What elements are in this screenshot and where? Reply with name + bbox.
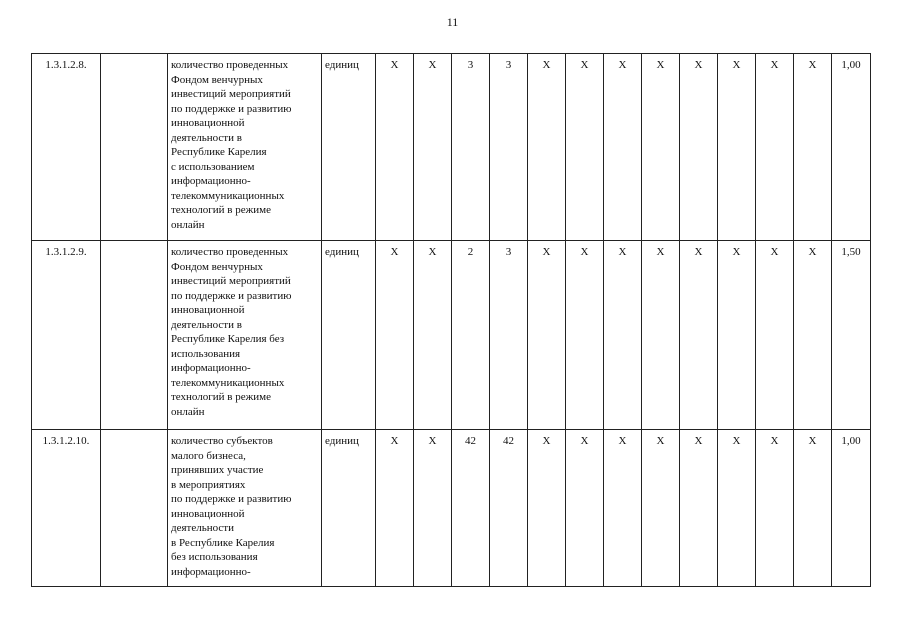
value-cell: 3	[490, 54, 528, 241]
value-cell: 42	[490, 430, 528, 587]
indicator-name-line: в мероприятиях	[171, 478, 246, 491]
value-cell: 2	[452, 241, 490, 430]
indicator-name-line: Фондом венчурных	[171, 260, 263, 273]
value-cell: Х	[566, 54, 604, 241]
indicator-name-line: инновационной	[171, 507, 245, 520]
value-cell: 3	[490, 241, 528, 430]
indicator-name-line: информационно-	[171, 565, 251, 578]
table-row	[32, 430, 871, 587]
indicator-name	[168, 430, 322, 587]
value-cell: Х	[680, 430, 718, 587]
row-code: 1.3.1.2.10.	[32, 430, 101, 587]
indicator-name-line: информационно-	[171, 362, 251, 374]
row-code: 1.3.1.2.8.	[32, 54, 101, 241]
value-cell: Х	[376, 430, 414, 587]
indicator-name-line: Республике Карелия без	[171, 333, 285, 345]
indicator-name-line: количество проведенных	[171, 246, 289, 258]
value-cell: Х	[642, 241, 680, 430]
value-cell: Х	[414, 54, 452, 241]
value-cell: Х	[566, 241, 604, 430]
value-cell: Х	[680, 241, 718, 430]
unit-cell: единиц	[322, 54, 376, 241]
value-cell: Х	[376, 54, 414, 241]
indicator-name-line: технологий в режиме	[171, 391, 271, 403]
coefficient-cell: 1,00	[832, 54, 871, 241]
page-number: 11	[446, 15, 459, 29]
indicator-name-line: инновационной	[171, 304, 245, 316]
indicator-name-line: по поддержке и развитию	[171, 102, 292, 115]
value-cell: Х	[794, 54, 832, 241]
coefficient-cell: 1,50	[832, 241, 871, 430]
indicator-name-line: деятельности в	[171, 131, 242, 144]
indicator-name-line: телекоммуникационных	[171, 189, 285, 202]
row-code: 1.3.1.2.9.	[32, 241, 101, 430]
indicator-name-line: технологий в режиме	[171, 204, 271, 216]
value-cell: Х	[794, 430, 832, 587]
value-cell: Х	[566, 430, 604, 587]
indicators-table	[31, 53, 871, 587]
value-cell: Х	[642, 54, 680, 241]
value-cell: Х	[718, 54, 756, 241]
indicator-name-line: с использованием	[171, 160, 255, 173]
indicator-name-line: без использования	[171, 551, 258, 563]
value-cell: Х	[718, 430, 756, 587]
indicator-name-line: онлайн	[171, 218, 205, 231]
value-cell: 3	[452, 54, 490, 241]
value-cell: Х	[718, 241, 756, 430]
indicator-name-line: количество проведенных	[171, 59, 289, 71]
table-row	[32, 241, 871, 430]
indicator-name-line: использования	[171, 347, 241, 360]
indicator-name-line: информационно-	[171, 175, 251, 187]
value-cell: Х	[794, 241, 832, 430]
value-cell: Х	[414, 241, 452, 430]
indicator-name-line: по поддержке и развитию	[171, 289, 292, 302]
value-cell: Х	[642, 430, 680, 587]
indicator-name-line: по поддержке и развитию	[171, 493, 292, 505]
value-cell: Х	[376, 241, 414, 430]
value-cell: Х	[414, 430, 452, 587]
indicator-name-line: Фондом венчурных	[171, 73, 263, 86]
indicator-name-line: телекоммуникационных	[171, 376, 285, 389]
value-cell: 42	[452, 430, 490, 587]
indicator-name-line: малого бизнеса,	[171, 449, 246, 462]
indicator-name-line: Республике Карелия	[171, 146, 267, 158]
value-cell: Х	[604, 241, 642, 430]
indicator-name-line: в Республике Карелия	[171, 536, 275, 549]
indicator-name-line: деятельности	[171, 522, 234, 534]
coefficient-cell: 1,00	[832, 430, 871, 587]
empty-cell	[101, 241, 168, 430]
value-cell: Х	[756, 54, 794, 241]
indicator-name-line: инновационной	[171, 117, 245, 129]
indicator-name-line: принявших участие	[171, 464, 264, 476]
value-cell: Х	[680, 54, 718, 241]
value-cell: Х	[756, 430, 794, 587]
table-row	[32, 54, 871, 241]
indicator-name-line: инвестиций мероприятий	[171, 88, 291, 100]
value-cell: Х	[604, 54, 642, 241]
value-cell: Х	[528, 430, 566, 587]
indicator-name-line: деятельности в	[171, 318, 242, 331]
indicator-name-line: количество субъектов	[171, 435, 273, 447]
indicator-name-line: инвестиций мероприятий	[171, 275, 291, 287]
unit-cell: единиц	[322, 241, 376, 430]
indicator-name	[168, 241, 322, 430]
value-cell: Х	[528, 241, 566, 430]
value-cell: Х	[528, 54, 566, 241]
indicator-name	[168, 54, 322, 241]
value-cell: Х	[604, 430, 642, 587]
unit-cell: единиц	[322, 430, 376, 587]
value-cell: Х	[756, 241, 794, 430]
empty-cell	[101, 430, 168, 587]
indicator-name-line: онлайн	[171, 405, 205, 418]
empty-cell	[101, 54, 168, 241]
